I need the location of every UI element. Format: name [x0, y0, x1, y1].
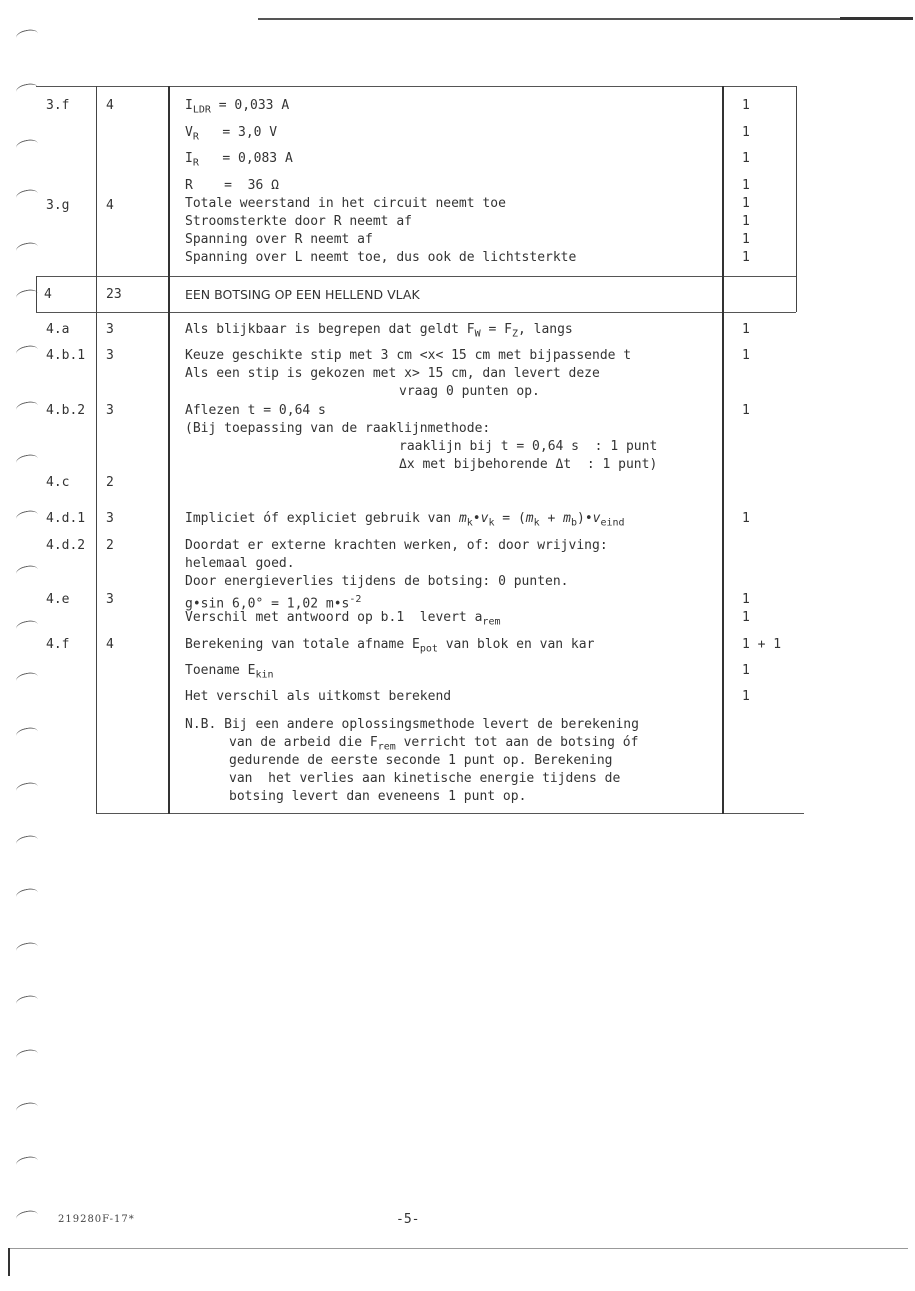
- answer-line: gedurende de eerste seconde 1 punt op. Berekening: [229, 753, 613, 768]
- binder-hole-mark: [15, 726, 39, 741]
- answer-line: N.B. Bij een andere oplossingsmethode levert de berekening: [185, 717, 639, 732]
- question-id: 4.d.2: [46, 538, 86, 553]
- score-value: 1: [742, 689, 750, 704]
- binder-hole-mark: [15, 138, 39, 153]
- max-points: 3: [106, 511, 114, 526]
- answer-line: Toename $E_{kin}$: [185, 663, 274, 681]
- question-id: 4.b.1: [46, 348, 86, 363]
- max-points: 3: [106, 403, 114, 418]
- table-column-line: [722, 86, 724, 814]
- binder-hole-mark: [15, 1101, 39, 1116]
- binder-hole-mark: [15, 344, 39, 359]
- score-value: 1: [742, 178, 750, 193]
- binder-hole-mark: [15, 453, 39, 468]
- max-points: 2: [106, 538, 114, 553]
- score-value: 1 + 1: [742, 637, 782, 652]
- top-rule: [258, 18, 913, 20]
- binder-hole-mark: [15, 564, 39, 579]
- max-points: 3: [106, 592, 114, 607]
- max-points: 3: [106, 348, 114, 363]
- answer-line: Het verschil als uitkomst berekend: [185, 689, 452, 704]
- answer-line: vraag 0 punten op.: [399, 384, 540, 399]
- answer-line: Keuze geschikte stip met 3 cm <x< 15 cm met bijpassende t: [185, 348, 632, 363]
- score-value: 1: [742, 125, 750, 140]
- document-code: 219280F-17*: [58, 1214, 135, 1225]
- score-value: 1: [742, 322, 750, 337]
- answer-line: (Bij toepassing van de raaklijnmethode:: [185, 421, 491, 436]
- score-value: 1: [742, 232, 750, 247]
- question-id: 4.b.2: [46, 403, 86, 418]
- binder-hole-mark: [15, 834, 39, 849]
- table-top-rule: [36, 86, 796, 87]
- answer-line: Berekening van totale afname $E_{pot}$ van blok en van kar: [185, 637, 595, 655]
- max-points: 4: [106, 98, 114, 113]
- binder-hole-mark: [15, 941, 39, 956]
- question-id: 4.f: [46, 637, 70, 652]
- question-id: 3.f: [46, 98, 70, 113]
- binder-hole-mark: [15, 509, 39, 524]
- table-bottom-rule: [96, 813, 804, 814]
- max-points: 3: [106, 322, 114, 337]
- score-value: 1: [742, 98, 750, 113]
- binder-hole-mark: [15, 188, 39, 203]
- question-id: 4: [44, 287, 52, 302]
- answer-line: Aflezen t = 0,64 s: [185, 403, 326, 418]
- answer-line: $I_{LDR} = 0,033$ A: [185, 98, 290, 116]
- max-points: 4: [106, 637, 114, 652]
- bottom-rule: [8, 1248, 908, 1249]
- top-rule-accent: [840, 17, 913, 20]
- page-number: -5-: [396, 1212, 420, 1227]
- binder-hole-mark: [15, 1155, 39, 1170]
- score-value: 1: [742, 250, 750, 265]
- binder-hole-mark: [15, 994, 39, 1009]
- table-column-line: [96, 86, 97, 814]
- score-value: 1: [742, 663, 750, 678]
- max-points: 4: [106, 198, 114, 213]
- answer-line: Als een stip is gekozen met x> 15 cm, dan levert deze: [185, 366, 600, 381]
- score-value: 1: [742, 592, 750, 607]
- binder-hole-mark: [15, 28, 39, 43]
- max-points: 2: [106, 475, 114, 490]
- question-id: 4.d.1: [46, 511, 86, 526]
- question-id: 3.g: [46, 198, 70, 213]
- section-title: EEN BOTSING OP EEN HELLEND VLAK: [185, 287, 420, 302]
- question-id: 4.c: [46, 475, 70, 490]
- score-value: 1: [742, 196, 750, 211]
- table-rule: [36, 276, 796, 277]
- table-column-line: [796, 86, 797, 312]
- score-value: 1: [742, 610, 750, 625]
- answer-line: Doordat er externe krachten werken, of: door wrijving:: [185, 538, 608, 553]
- max-points: 23: [106, 287, 122, 302]
- score-value: 1: [742, 511, 750, 526]
- answer-line: van de arbeid die $F_{rem}$ verricht tot aan de botsing óf: [229, 735, 639, 753]
- binder-hole-mark: [15, 781, 39, 796]
- answer-line: Verschil met antwoord op b.1 levert $a_{rem}$: [185, 610, 501, 628]
- binder-hole-mark: [15, 887, 39, 902]
- answer-line: raaklijn bij t = 0,64 s : 1 punt: [399, 439, 658, 454]
- answer-line: Impliciet óf expliciet gebruik van $m_k•v_k = (m_k$ + $m_b)•v_{eind}$: [185, 511, 625, 529]
- binder-hole-mark: [15, 671, 39, 686]
- question-id: 4.e: [46, 592, 70, 607]
- binder-hole-mark: [15, 241, 39, 256]
- binder-hole-mark: [15, 1209, 39, 1224]
- answer-line: Spanning over R neemt af: [185, 232, 373, 247]
- answer-line: van het verlies aan kinetische energie tijdens de: [229, 771, 621, 786]
- score-value: 1: [742, 151, 750, 166]
- answer-line: botsing levert dan eveneens 1 punt op.: [229, 789, 527, 804]
- score-value: 1: [742, 214, 750, 229]
- answer-line: $I_R$ = 0,083 A: [185, 151, 293, 169]
- answer-line: R = 36 Ω: [185, 178, 279, 193]
- answer-line: Spanning over L neemt toe, dus ook de lichtsterkte: [185, 250, 577, 265]
- binder-hole-mark: [15, 1048, 39, 1063]
- answer-line: Stroomsterkte door R neemt af: [185, 214, 412, 229]
- answer-line: helemaal goed.: [185, 556, 295, 571]
- answer-line: Door energieverlies tijdens de botsing: 0 punten.: [185, 574, 569, 589]
- binder-hole-mark: [15, 619, 39, 634]
- answer-line: Δx met bijbehorende Δt : 1 punt): [399, 457, 658, 472]
- binder-hole-mark: [15, 82, 39, 97]
- binder-hole-mark: [15, 400, 39, 415]
- answer-line: Als blijkbaar is begrepen dat geldt $F_W = F_Z$, langs: [185, 322, 573, 340]
- question-id: 4.a: [46, 322, 70, 337]
- table-column-line: [168, 86, 170, 814]
- answer-line: $V_R$ = 3,0 V: [185, 125, 278, 143]
- table-column-line: [36, 276, 37, 312]
- score-value: 1: [742, 348, 750, 363]
- score-value: 1: [742, 403, 750, 418]
- table-rule: [36, 312, 796, 313]
- corner-mark: [8, 1248, 10, 1276]
- answer-line: Totale weerstand in het circuit neemt toe: [185, 196, 506, 211]
- answer-line: g•sin 6,0° = 1,02 $m•s^{-2}$: [185, 594, 362, 612]
